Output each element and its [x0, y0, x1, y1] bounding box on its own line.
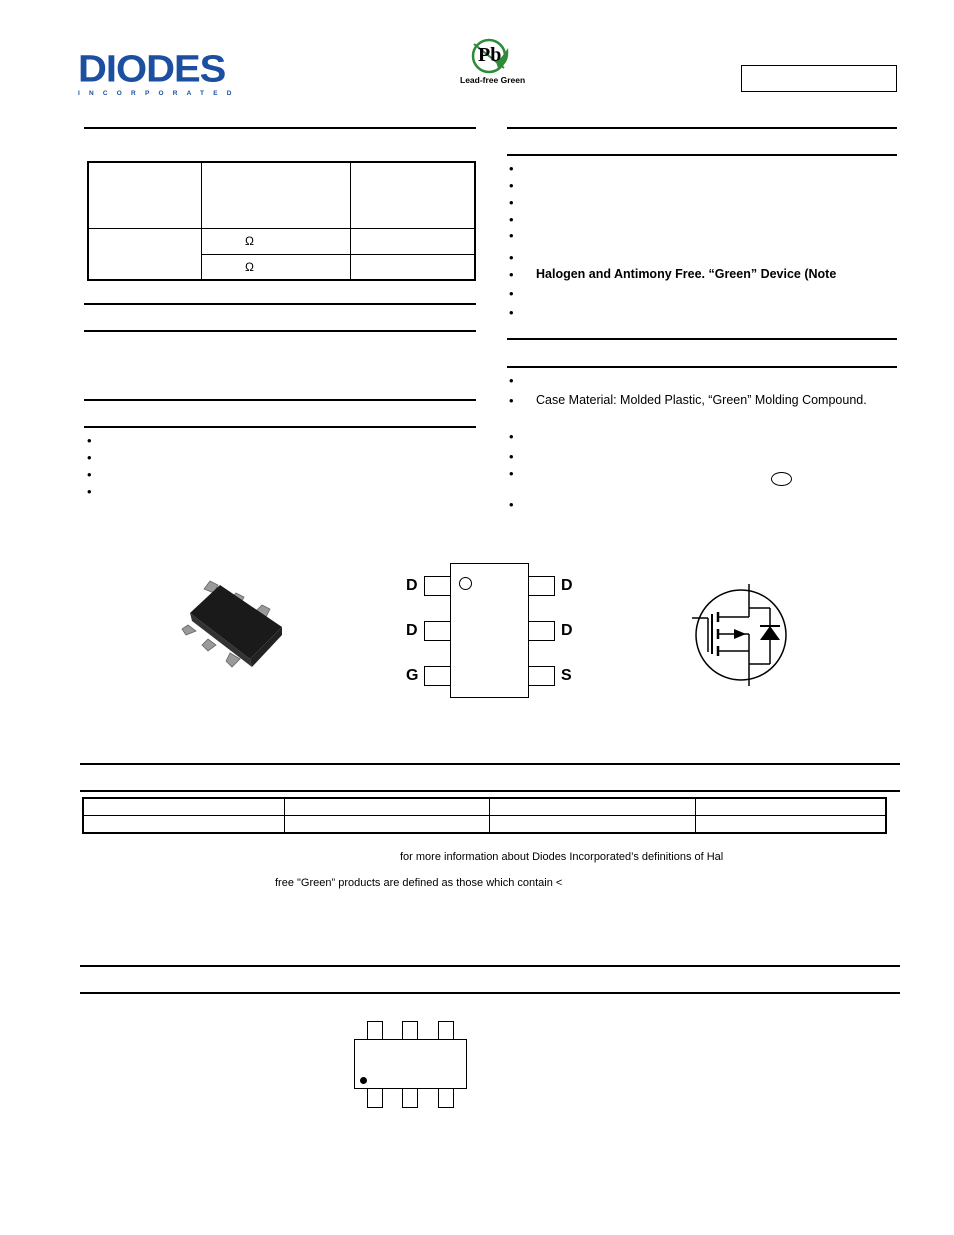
list-bullet: • — [509, 466, 514, 481]
list-bullet: • — [87, 467, 92, 482]
diodes-logo — [78, 50, 250, 98]
note-line-1: for more information about Diodes Incorporated’s definitions of Hal — [400, 851, 724, 863]
section-rule — [84, 127, 476, 129]
marking-pin — [367, 1089, 383, 1108]
section-rule — [507, 338, 897, 340]
section-rule — [80, 992, 900, 994]
package-3d-image — [174, 575, 294, 685]
list-bullet: • — [509, 250, 514, 265]
table-header-cell — [285, 798, 490, 816]
pin-label-left-2: D — [406, 622, 418, 639]
note-line-2: free "Green” products are defined as those which contain < — [275, 877, 563, 889]
table-header-cell — [490, 798, 696, 816]
list-bullet: • — [509, 286, 514, 301]
section-rule — [84, 330, 476, 332]
section-rule — [84, 399, 476, 401]
marking-pin — [438, 1021, 454, 1040]
marking-pin — [367, 1021, 383, 1040]
table-cell — [490, 816, 696, 834]
list-bullet: • — [509, 267, 514, 282]
lead-free-badge — [458, 38, 532, 86]
marking-pin — [438, 1089, 454, 1108]
section-rule — [84, 303, 476, 305]
list-bullet: • — [509, 195, 514, 210]
section-rule — [80, 965, 900, 967]
pin-1-marker — [459, 577, 472, 590]
table-cell — [202, 254, 351, 280]
pin-label-right-1: D — [561, 577, 573, 594]
ohm-symbol: Ω — [245, 234, 254, 248]
ordering-table — [82, 797, 887, 834]
table-cell — [285, 816, 490, 834]
pin-pad — [424, 621, 451, 641]
list-bullet: • — [509, 228, 514, 243]
list-bullet: • — [509, 305, 514, 320]
list-bullet: • — [509, 393, 514, 408]
table-header-cell — [351, 162, 476, 228]
pb-symbol: Pb — [478, 44, 502, 66]
pin-pad — [528, 576, 555, 596]
logo-wordmark: DIODES — [78, 48, 226, 90]
table-cell — [88, 228, 202, 280]
marking-pin — [402, 1089, 418, 1108]
list-bullet: • — [509, 212, 514, 227]
table-cell — [202, 228, 351, 254]
list-bullet: • — [509, 161, 514, 176]
marking-pin — [402, 1021, 418, 1040]
list-bullet: • — [87, 450, 92, 465]
section-rule — [507, 127, 897, 129]
section-rule — [84, 426, 476, 428]
table-header-cell — [88, 162, 202, 228]
table-header-cell — [83, 798, 285, 816]
list-bullet: • — [509, 497, 514, 512]
list-bullet: • — [509, 373, 514, 388]
feature-halogen-free: Halogen and Antimony Free. “Green” Device (Note — [536, 267, 837, 281]
pin-label-right-3: S — [561, 667, 572, 684]
pin-pad — [528, 666, 555, 686]
case-material-text: Case Material: Molded Plastic, “Green” Molding Compound. — [536, 393, 867, 407]
pin-1-dot — [360, 1077, 367, 1084]
e3-circle-icon — [771, 472, 792, 486]
section-rule — [80, 763, 900, 765]
product-summary-table — [87, 161, 476, 281]
section-rule — [80, 790, 900, 792]
pin-label-right-2: D — [561, 622, 573, 639]
logo-subtext: INCORPORATED — [78, 90, 241, 97]
table-cell — [351, 254, 476, 280]
table-cell — [351, 228, 476, 254]
table-cell — [696, 816, 887, 834]
pin-label-left-3: G — [406, 667, 419, 684]
table-header-cell — [202, 162, 351, 228]
pin-label-left-1: D — [406, 577, 418, 594]
table-header-cell — [696, 798, 887, 816]
list-bullet: • — [509, 429, 514, 444]
section-rule — [507, 154, 897, 156]
section-rule — [507, 366, 897, 368]
marking-package-body — [354, 1039, 467, 1089]
mosfet-schematic-symbol — [688, 580, 798, 690]
list-bullet: • — [87, 433, 92, 448]
list-bullet: • — [509, 449, 514, 464]
pin-pad — [424, 576, 451, 596]
pin-pad — [528, 621, 555, 641]
list-bullet: • — [509, 178, 514, 193]
pin-pad — [424, 666, 451, 686]
table-cell — [83, 816, 285, 834]
lead-free-caption: Lead-free Green — [460, 75, 526, 85]
list-bullet: • — [87, 484, 92, 499]
ohm-symbol: Ω — [245, 259, 254, 274]
part-number-box — [741, 65, 897, 92]
